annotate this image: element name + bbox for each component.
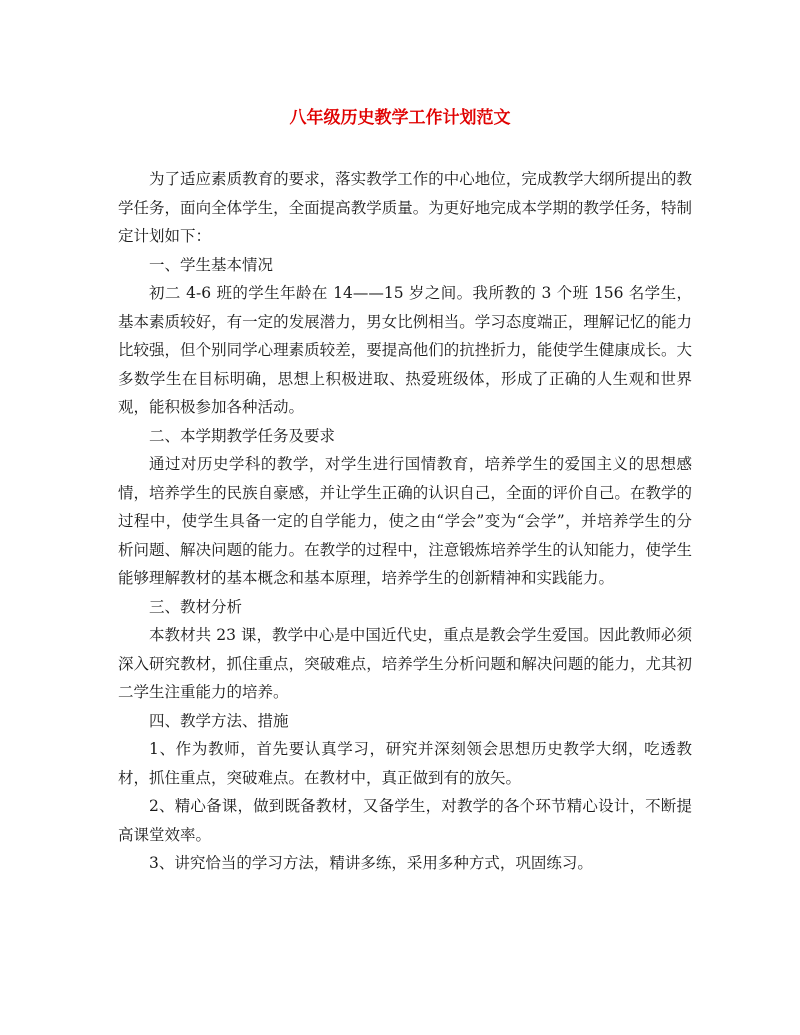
paragraph-textbook: 本教材共 23 课，教学中心是中国近代史，重点是教会学生爱国。因此教师必须深入研究教材，抓住重点，突破难点，培养学生分析问题和解决问题的能力，尤其初二学生注重能力的培养。 [118, 626, 692, 701]
section-heading-2: 二、本学期教学任务及要求 [149, 426, 336, 445]
document-title: 八年级历史教学工作计划范文 [289, 108, 511, 128]
paragraph-method-1: 1、作为教师，首先要认真学习，研究并深刻领会思想历史教学大纲，吃透教材，抓住重点，突破难点。在教材中，真正做到有的放矢。 [118, 740, 692, 787]
document-body [118, 165, 692, 878]
section-heading-1: 一、学生基本情况 [149, 255, 274, 274]
section-heading-3: 三、教材分析 [149, 597, 243, 616]
paragraph-tasks: 通过对历史学科的教学，对学生进行国情教育，培养学生的爱国主义的思想感情，培养学生的民族自豪感，并让学生正确的认识自己，全面的评价自己。在教学的过程中，使学生具备一定的自学能力，使之由“学会”变为“会学”，并培养学生的分析问题、解决问题的能力。在教学的过程中，注意锻炼培养学生的认知能力，使学生能够理解教材的基本概念和基本原理，培养学生的创新精神和实践能力。 [118, 455, 692, 587]
section-heading-4: 四、教学方法、措施 [149, 711, 289, 730]
paragraph-student-info: 初二 4-6 班的学生年龄在 14——15 岁之间。我所教的 3 个班 156 名学生，基本素质较好，有一定的发展潜力，男女比例相当。学习态度端正，理解记忆的能力比较强，但个别同学心理素质较差，要提高他们的抗挫折力，能使学生健康成长。大多数学生在目标明确，思想上积极进取、热爱班级体，形成了正确的人生观和世界观，能积极参加各种活动。 [118, 284, 692, 416]
paragraph-method-3: 3、讲究恰当的学习方法，精讲多练，采用多种方式，巩固练习。 [149, 854, 593, 872]
paragraph-intro: 为了适应素质教育的要求，落实教学工作的中心地位，完成教学大纲所提出的教学任务，面向全体学生，全面提高教学质量。为更好地完成本学期的教学任务，特制定计划如下： [118, 170, 692, 245]
paragraph-method-2: 2、精心备课，做到既备教材，又备学生，对教学的各个环节精心设计，不断提高课堂效率。 [118, 797, 692, 844]
